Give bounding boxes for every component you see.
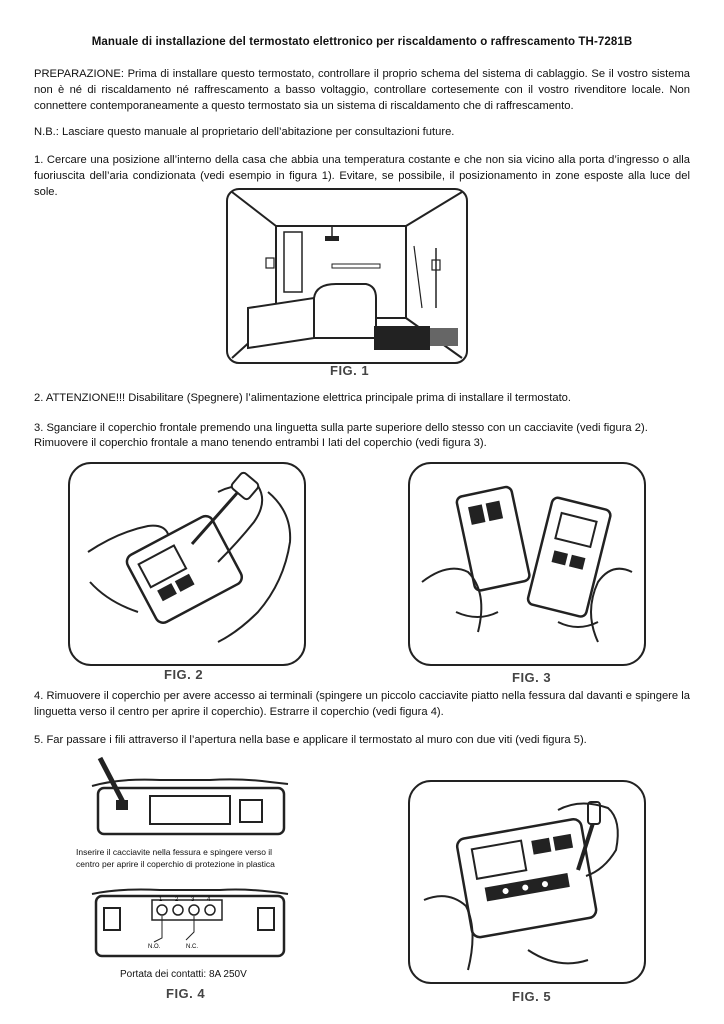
preparation-paragraph: PREPARAZIONE: Prima di installare questo termostato, controllare il proprio schema del sistema di cablaggio. Se il vostro sistema non è né di riscaldamento né raffrescamento a basso voltaggio, controllare cortesemente con il vostro rivenditore locale. Non connettere contemporaneamente a questo termostato sia un sistema di riscaldamento che di raffrescamento. [34, 68, 690, 112]
step-3a-paragraph: 3. Sganciare il coperchio frontale premendo una linguetta sulla parte superiore dello stesso con un cacciavite (vedi figura 2). [34, 422, 648, 434]
figure-3-illustration [408, 462, 646, 666]
terminal-number-1: 1 [159, 897, 163, 903]
figure-4-note-line-2: centro per aprire il coperchio di protezione in plastica [76, 859, 275, 869]
terminal-2-screw [173, 905, 183, 915]
figure-3-caption: FIG. 3 [512, 670, 552, 685]
figure-4-bottom-illustration [90, 882, 290, 962]
figure-4-contact-rating: Portata dei contatti: 8A 250V [120, 969, 247, 980]
figure-4-note [76, 846, 275, 870]
figure-4-top-illustration [90, 756, 290, 840]
figure-5-caption: FIG. 5 [512, 989, 552, 1004]
terminal-4-screw [205, 905, 215, 915]
nb-paragraph: N.B.: Lasciare questo manuale al proprietario dell’abitazione per consultazioni future. [34, 126, 455, 138]
terminal-nc-label: N.C. [186, 944, 198, 950]
step-3b-paragraph: Rimuovere il coperchio frontale a mano tenendo entrambi I lati del coperchio (vedi figura 3). [34, 437, 487, 449]
step-2-paragraph: 2. ATTENZIONE!!! Disabilitare (Spegnere) l’alimentazione elettrica principale prima di installare il termostato. [34, 392, 572, 404]
terminal-number-3: 3 [191, 897, 195, 903]
figure-4-note-line-1: Inserire il cacciavite nella fessura e spingere verso il [76, 847, 273, 857]
terminal-number-2: 2 [175, 897, 179, 903]
figure-1-room [226, 188, 468, 364]
terminal-3-screw [189, 905, 199, 915]
figure-4-caption: FIG. 4 [166, 986, 206, 1001]
terminal-1-screw [157, 905, 167, 915]
figure-3-remove-cover [408, 462, 646, 666]
figure-2-illustration [68, 462, 306, 666]
step-4-paragraph: 4. Rimuovere il coperchio per avere accesso ai terminali (spingere un piccolo cacciavite piatto nella fessura dal davanti e spingere la linguetta verso il centro per aprire il coperchio). Estrarre il coperchio (vedi figura 4). [34, 690, 690, 718]
step-1-paragraph: 1. Cercare una posizione all’interno della casa che abbia una temperatura costante e che non sia vicino alla porta d’ingresso o alla fuoriuscita dell’aria condizionata (vedi esempio in figura 1). Evitare, se possibile, il posizionamento in zone esposte alla luce del sole. [34, 154, 690, 198]
room-illustration [226, 188, 468, 364]
figure-4-slot-diagram [90, 756, 290, 840]
figure-5-wall-mount [408, 780, 646, 984]
step-5-paragraph: 5. Far passare i fili attraverso il l’apertura nella base e applicare il termostato al muro con due viti (vedi figura 5). [34, 734, 587, 746]
figure-2-caption: FIG. 2 [164, 667, 204, 682]
figure-4-terminal-diagram [90, 882, 290, 962]
figure-1-caption: FIG. 1 [330, 363, 370, 378]
document-title: Manuale di installazione del termostato elettronico per riscaldamento o raffrescamento TH-7281B [91, 36, 633, 48]
terminal-no-label: N.O. [148, 944, 161, 950]
figure-5-illustration [408, 780, 646, 984]
figure-2-screwdriver [68, 462, 306, 666]
terminal-number-4: 4 [207, 897, 211, 903]
